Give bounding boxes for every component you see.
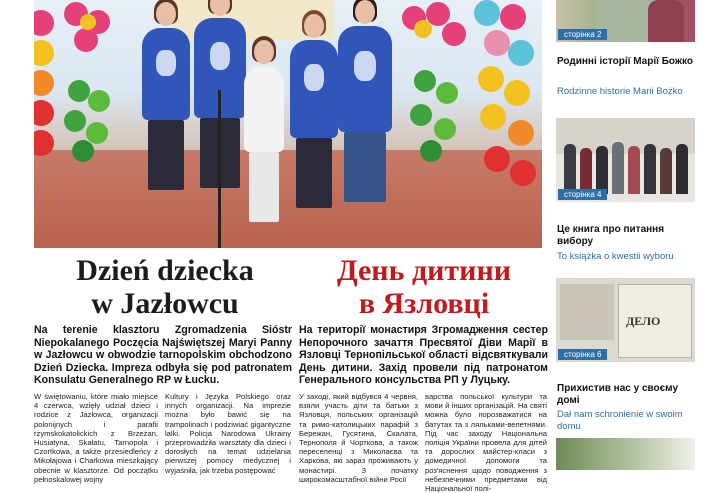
headline-line: День дитини: [336, 254, 512, 287]
sidebar-subtitle[interactable]: Rodzinne historie Marii Bożko: [557, 86, 683, 97]
page-badge: сторінка 4: [558, 189, 607, 200]
sidebar-thumbnail-1[interactable]: [556, 0, 695, 42]
page-badge: сторінка 2: [558, 29, 607, 40]
person-figure: [338, 26, 392, 132]
lead-paragraph-polish: Na terenie klasztoru Zgromadzenia Sióstr Niepokalanego Poczęcia Najświętszej Maryi Panny w Jazłowcu w obwodzie tarnopolskim obchodzono Dzień Dziecka. Impreza odbyła się pod patronatem Konsulatu Generalnego RP w Łucku.: [34, 324, 292, 387]
sidebar-title[interactable]: Прихистив нас у своєму домі: [557, 383, 679, 406]
sidebar-subtitle[interactable]: To książka o kwestii wyboru: [557, 251, 674, 262]
sidebar-title[interactable]: Родинні історії Марії Божко: [557, 56, 693, 67]
sidebar-title[interactable]: Це книга про питання вибору: [557, 224, 665, 247]
person-figure: [142, 28, 190, 120]
headline-polish: [36, 254, 294, 320]
body-column-2: Kultury i Języka Polskiego oraz innych organizacji. Na imprezie można było bawić się na trampolinach i podziwiać gigantyczne lalki. Policja Narodowa Ukrainy przeprowadziła warsztaty dla dzieci i dorosłych na temat udzielania pierwszej pomocy medycznej i wyjaśniła, jak trzeba postępować: [165, 392, 291, 475]
headline-ukrainian: [300, 254, 548, 320]
headline-line: в Язловці: [358, 287, 490, 320]
lead-paragraph-ukrainian: На території монастиря Згромадження сестер Непорочного зачаття Пресвятої Діви Марії в Язловці Тернопільської області відсвяткували День дитини. Захід провели під патронатом Генерального консульства РП у Луцьку.: [299, 324, 548, 387]
sidebar-thumbnail-2[interactable]: [556, 118, 695, 202]
sidebar-thumbnail-3[interactable]: [556, 278, 695, 362]
person-figure: [244, 66, 284, 152]
document-label: ДЕЛО: [626, 314, 661, 328]
body-column-1: W świętowaniu, które miało miejsce 4 czerwca, wzięły udział dzieci i rodzice z Jazłowca, organizacji polonijnych i parafii rzymskokatolickich z Brzeżan, Husiatyna, Skałatu, Tarnopola i Czortkowa, a także przesiedleńcy z Mikołajowa i Charkowa mieszkający obecnie w klasztorze. Od początku pełnoskalowej wojny: [34, 392, 158, 484]
body-column-3: У заході, який відбувся 4 червня, взяли участь діти та батьки з Язловця, польських організацій та римо-католицьких парафій з Бережан, Гусятина, Скалата, Тернополя й Чорткова, а також переселенці з Миколаєва та Харкова, які зараз проживають у монастирі. З початку широкомасштабної війни Росії: [299, 392, 418, 484]
sidebar-thumbnail-4[interactable]: [556, 438, 695, 470]
person-figure: [290, 40, 338, 138]
main-photo: [34, 0, 542, 248]
sidebar-subtitle[interactable]: Dał nam schronienie w swoim domu: [557, 409, 683, 432]
body-column-4: варства польської культури та мови й інших організацій. На святі можна було порозважатися на батутах та з ляльками-велетнями. Під час заходу Національна поліція України провела для дітей та дорослих майстер-класи з домедичної допомоги та роз'яснення щодо поводження з небезпечними предметами від Національної полі-: [425, 392, 547, 493]
microphone-stand: [218, 90, 221, 248]
headline-line: Dzień dziecka: [76, 254, 254, 287]
page-badge: сторінка 6: [558, 349, 607, 360]
headline-line: w Jazłowcu: [91, 287, 239, 320]
